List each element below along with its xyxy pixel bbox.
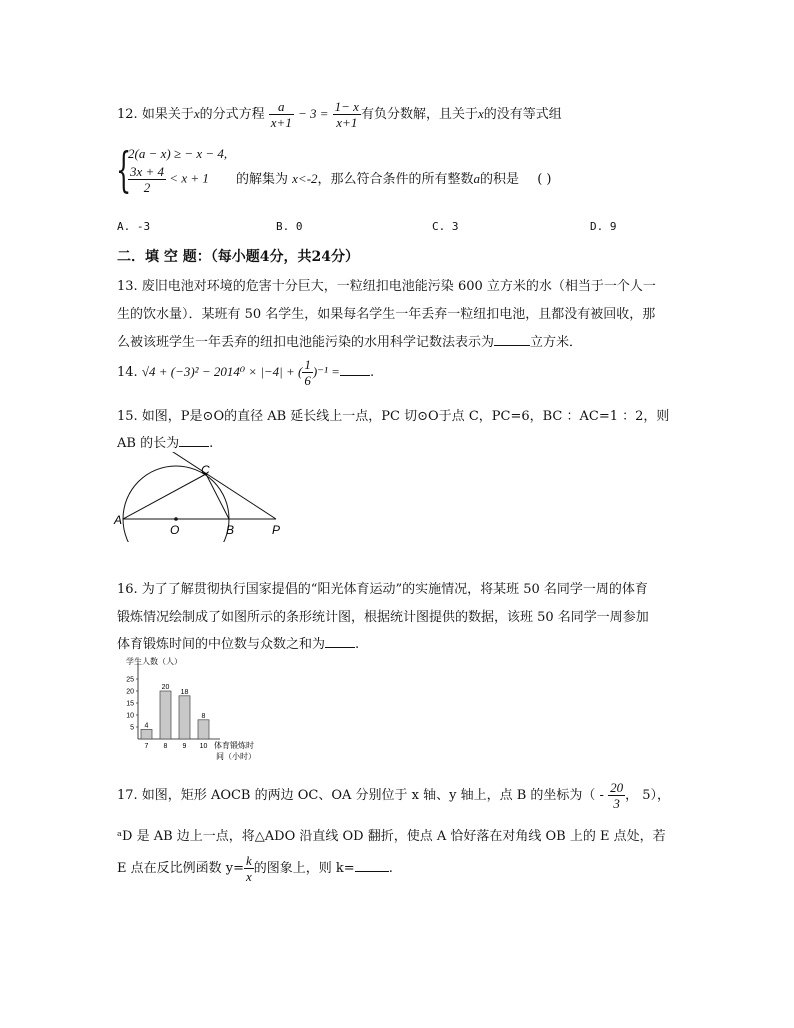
q12-fraction-2: $\frac{1- x}{x+1}$ <box>334 99 359 130</box>
q15-line1: 15. 如图，P是⊙O的直径 AB 延长线上一点，PC 切⊙O于点 C，PC=6，BC ：AC=1 ：2，则 <box>117 409 670 424</box>
q12-option-b: B. 0 <box>276 220 303 233</box>
bar-value-label: 4 <box>144 722 149 730</box>
q14-number: 14. <box>117 365 138 380</box>
q12-fraction-1: $\frac{a}{x+1}$ <box>270 99 292 130</box>
bar-value-label: 20 <box>161 684 170 691</box>
bar-8 <box>160 691 171 739</box>
label-o: O <box>170 523 180 537</box>
q13-answer-blank <box>494 345 530 346</box>
q12-option-a: A. -3 <box>117 220 151 233</box>
y-tick-label: 5 <box>130 724 134 732</box>
line-ac <box>123 474 206 519</box>
q17-answer-blank <box>355 871 389 872</box>
label-c: C <box>201 463 210 477</box>
q16-bar-chart <box>112 655 272 769</box>
y-tick-label: 25 <box>126 676 134 684</box>
line-pc-tangent <box>170 452 276 519</box>
q15-geometry-figure <box>110 452 300 542</box>
label-a: A <box>114 513 123 527</box>
label-b: B <box>226 523 235 537</box>
q12-brace: { <box>116 142 132 198</box>
x-axis-label-line1: 体育锻炼时 <box>214 741 254 750</box>
y-tick-label: 15 <box>126 700 134 708</box>
y-tick-label: 10 <box>126 712 134 720</box>
q13-line2: 生的饮水量）．某班有 50 名学生，如果每名学生一年丢弃一粒纽扣电池，且都没有被回收，那 <box>117 307 656 322</box>
q17-line2: ᵃD 是 AB 边上一点，将△ADO 沿直线 OD 翻折，使点 A 恰好落在对角线 OB 上的 E 点处，若 <box>117 829 666 844</box>
q16-line1: 16. 为了了解贯彻执行国家提倡的“阳光体育运动”的实施情况，将某班 50 名同学一周的体育 <box>117 582 648 597</box>
q14-line: 14. √4 + (−3)² − 2014⁰ × |−4| + ( $\frac{1}{6}$ )⁻¹ = . <box>117 357 375 388</box>
x-tick-label: 10 <box>199 743 208 750</box>
q12-line1: 12. 如果关于x的分式方程 $\frac{a}{x+1}$ − 3 = $\frac{1- x}{x+1}$ 有负分数解，且关于x的没有等式组 <box>117 99 562 130</box>
y-tick-label: 20 <box>126 688 134 696</box>
q17-line3: E 点在反比例函数 y= $\frac{k}{x}$ 的图象上，则 k= . <box>117 853 393 884</box>
bar-value-label: 8 <box>201 712 206 720</box>
q13-line3: 么被该班学生一年丢弃的纽扣电池能污染的水用科学记数法表示为 立方米． <box>117 335 583 350</box>
q12-number: 12. <box>117 107 138 122</box>
q12-system-line2: $\frac{3x + 4}{2}$ < x + 1 <box>130 164 209 195</box>
bar-9 <box>179 696 190 739</box>
q16-line3: 体育锻炼时间的中位数与众数之和为 . <box>117 637 360 652</box>
q16-answer-blank <box>325 647 355 648</box>
center-dot <box>174 517 178 521</box>
x-axis-label-line2: 间（小时） <box>216 752 256 761</box>
y-axis-label: 学生人数（人） <box>126 657 182 666</box>
section-heading: 二．填 空 题：（每小题4分，共24分） <box>117 249 359 265</box>
q15-answer-blank <box>179 446 209 447</box>
x-tick-label: 8 <box>163 743 168 750</box>
q17-line1: 17. 如图，矩形 AOCB 的两边 OC、OA 分别位于 x 轴、y 轴上，点 B 的坐标为（ - $\frac{20}{3}$ ， 5）， <box>117 780 670 811</box>
bar-value-label: 18 <box>180 688 189 696</box>
q12-option-d: D. 9 <box>590 220 617 233</box>
q16-line2: 锻炼情况绘制成了如图所示的条形统计图，根据统计图提供的数据，该班 50 名同学一周参加 <box>117 610 649 625</box>
x-tick-label: 9 <box>182 743 187 750</box>
q13-line1: 13. 废旧电池对环境的危害十分巨大，一粒纽扣电池能污染 600 立方米的水（相当于一个人一 <box>117 279 656 294</box>
q14-answer-blank <box>340 375 370 376</box>
x-tick-label: 7 <box>144 743 149 750</box>
bar-7 <box>141 729 152 739</box>
q12-line2: 的解集为 x<-2，那么符合条件的所有整数a的积是 ( ) <box>236 171 552 187</box>
q12-system-line1: 2(a − x) ≥ − x − 4, <box>128 146 228 161</box>
q12-option-c: C. 3 <box>432 220 459 233</box>
label-p: P <box>272 523 281 537</box>
q15-line2: AB 的长为 . <box>117 436 214 451</box>
bar-10 <box>198 720 209 739</box>
